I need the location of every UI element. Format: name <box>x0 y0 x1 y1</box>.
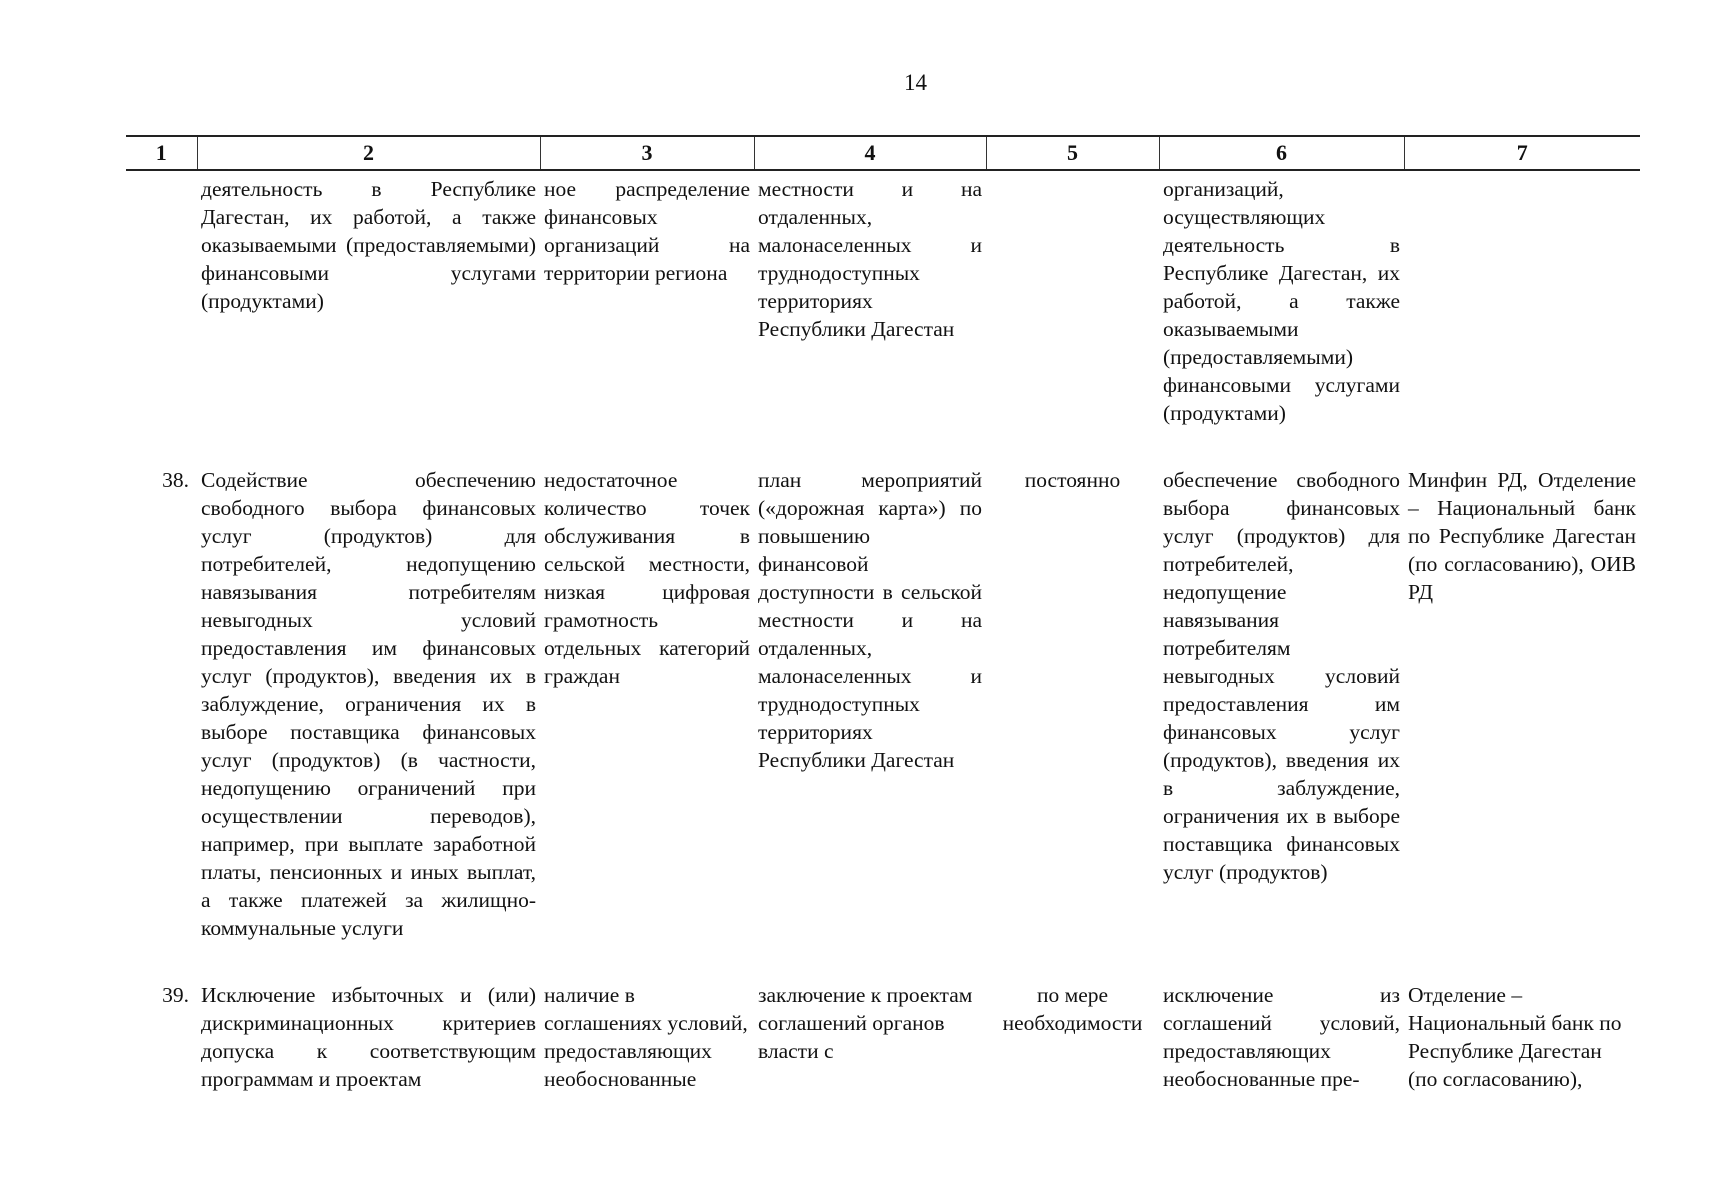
page-number: 14 <box>904 70 927 95</box>
result-cell: обеспечение свободного выбора финансовых услуг (продуктов) для потребителей, недопущение навязывания потребителям невыгодных условий предоставления им финансовых услуг (продуктов), введения их в заблуждение, ограничения их в выборе поставщика финансовых услуг (продуктов) <box>1163 468 1400 884</box>
responsible-cell: Минфин РД, Отделение – Национальный банк по Республике Дагестан (по согласованию), ОИВ РД <box>1408 468 1636 604</box>
measure-cell: Исключение избыточных и (или) дискриминационных критериев допуска к соответствующим программам и проектам <box>201 983 536 1091</box>
column-header: 3 <box>540 136 754 170</box>
document-cell: заключение к проектам соглашений органов власти с <box>758 983 973 1063</box>
measures-table <box>126 135 1640 1093</box>
column-header: 4 <box>754 136 986 170</box>
row-number: 38. <box>162 468 189 492</box>
measure-cell: Содействие обеспечению свободного выбора финансовых услуг (продуктов) для потребителей, недопущению навязывания потребителям невыгодных условий предоставления им финансовых услуг (продуктов), введения их в заблуждение, ограничения их в выборе поставщика финансовых услуг (продуктов) (в частности, недопущению ограничений при осуществлении переводов), например, при выплате заработной платы, пенсионных и иных выплат, а также платежей за жилищно-коммунальные услуги <box>201 468 536 940</box>
column-header: 7 <box>1404 136 1640 170</box>
deadline-cell: постоянно <box>1024 468 1121 492</box>
column-header: 5 <box>986 136 1159 170</box>
deadline-cell: по мере необходимости <box>1002 983 1143 1035</box>
responsible-cell <box>1404 170 1640 466</box>
column-header: 2 <box>197 136 540 170</box>
column-header: 1 <box>126 136 197 170</box>
document-cell: местности и на отдаленных, малонаселенных и труднодоступных территориях Республики Дагестан <box>758 177 982 341</box>
problem-cell: недостаточное количество точек обслуживания в сельской местности, низкая цифровая грамотность отдельных категорий граждан <box>544 468 750 688</box>
table-row <box>126 466 1640 981</box>
problem-cell: наличие в соглашениях условий, предоставляющих необоснованные <box>544 983 748 1091</box>
table-row <box>126 981 1640 1093</box>
document-cell: план мероприятий («дорожная карта») по повышению финансовой доступности в сельской местности и на отдаленных, малонаселенных и труднодоступных территориях Республики Дагестан <box>758 468 982 772</box>
row-number <box>126 170 197 466</box>
problem-cell: ное распределение финансовых организаций на территории региона <box>544 177 750 285</box>
result-cell: исключение из соглашений условий, предоставляющих необоснованные пре- <box>1163 983 1400 1091</box>
row-number: 39. <box>162 983 189 1007</box>
result-cell: организаций, осуществляющих деятельность в Республике Дагестан, их работой, а также оказываемыми (предоставляемыми) финансовыми услугами (продуктами) <box>1163 177 1400 425</box>
column-header: 6 <box>1159 136 1404 170</box>
table-header-row <box>126 136 1640 170</box>
deadline-cell <box>986 170 1159 466</box>
table-row <box>126 170 1640 466</box>
responsible-cell: Отделение – Национальный банк по Республике Дагестан (по согласованию), <box>1408 983 1622 1091</box>
measure-cell: деятельность в Республике Дагестан, их работой, а также оказываемыми (предоставляемыми) финансовыми услугами (продуктами) <box>201 177 536 313</box>
